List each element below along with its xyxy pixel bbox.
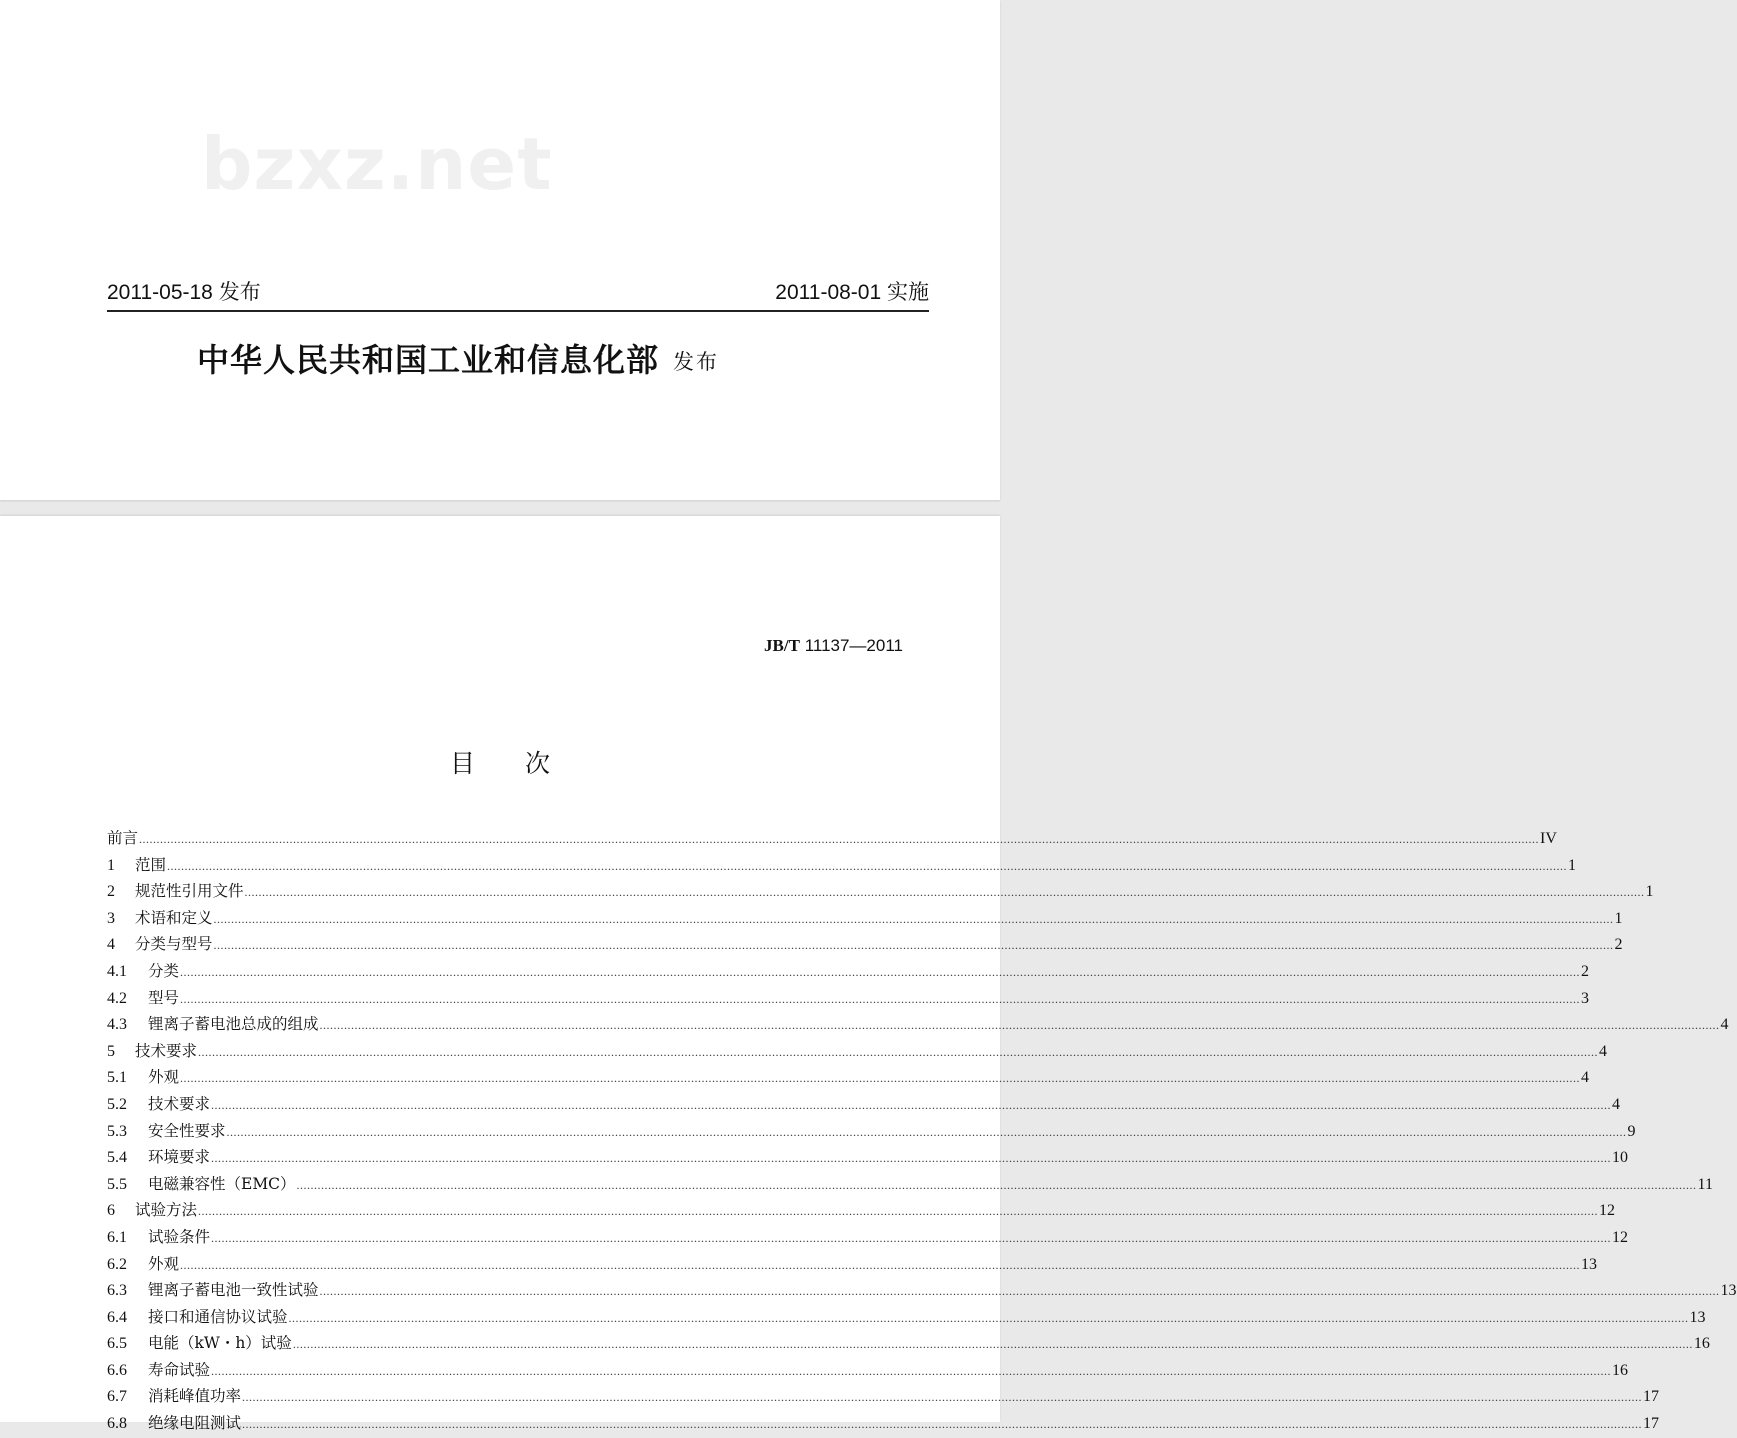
toc-leader-dots: ................................................................................................................................................................................................................................................................................................................................................................................................................ <box>198 1204 1599 1219</box>
toc-entry-title: 外观 <box>148 1068 180 1087</box>
toc-entry-page: 2 <box>1614 936 1623 954</box>
toc-entry[interactable] <box>107 1225 1629 1252</box>
toc-entry[interactable] <box>107 932 1623 959</box>
toc-entry-title: 术语和定义 <box>135 908 213 927</box>
toc-entry[interactable] <box>107 1278 1737 1305</box>
toc-entry-title: 前言 <box>107 829 139 847</box>
toc-entry-number: 5.5 <box>107 1175 127 1193</box>
toc-entry-number: 5.4 <box>107 1149 127 1167</box>
toc-entry[interactable] <box>107 879 1654 906</box>
toc-entry-page: IV <box>1540 830 1557 847</box>
toc-leader-dots: ................................................................................................................................................................................................................................................................................................................................................................................................................ <box>198 1044 1599 1059</box>
toc-entry-title: 电磁兼容性（EMC） <box>148 1174 296 1193</box>
toc-entry-title: 分类 <box>148 961 180 980</box>
toc-entry-title: 安全性要求 <box>148 1121 226 1140</box>
toc-entry-page: 13 <box>1581 1255 1598 1273</box>
toc-leader-dots: ................................................................................................................................................................................................................................................................................................................................................................................................................ <box>167 858 1568 873</box>
toc-entry-number: 6.1 <box>107 1228 127 1246</box>
toc-entry-number: 4 <box>107 936 115 954</box>
toc-entry[interactable] <box>107 1384 1660 1411</box>
toc-entry[interactable] <box>107 1331 1710 1358</box>
toc-entry-title: 绝缘电阻测试 <box>148 1414 242 1433</box>
toc-entry[interactable] <box>107 1145 1629 1172</box>
toc-entry-page: 1 <box>1568 856 1577 874</box>
toc-entry[interactable] <box>107 1092 1621 1119</box>
cover-page <box>0 0 1000 500</box>
toc-entry-title: 型号 <box>148 988 180 1007</box>
toc-entry[interactable] <box>107 906 1623 933</box>
toc-entry-page: 10 <box>1612 1149 1629 1167</box>
toc-entry-page: 3 <box>1581 989 1590 1007</box>
toc-entry[interactable] <box>107 853 1577 880</box>
toc-leader-dots: ................................................................................................................................................................................................................................................................................................................................................................................................................ <box>319 1284 1720 1299</box>
toc-leader-dots: ................................................................................................................................................................................................................................................................................................................................................................................................................ <box>139 832 1540 846</box>
toc-entry-number: 1 <box>107 856 115 874</box>
toc-entry-page: 4 <box>1612 1095 1621 1113</box>
toc-entry[interactable] <box>107 1039 1608 1066</box>
toc-entry-number: 5.3 <box>107 1122 127 1140</box>
toc-entry-page: 9 <box>1627 1122 1636 1140</box>
toc-entry-number: 6.7 <box>107 1388 127 1406</box>
toc-leader-dots: ................................................................................................................................................................................................................................................................................................................................................................................................................ <box>213 938 1614 953</box>
toc-entry-page: 17 <box>1643 1415 1660 1433</box>
watermark: bzxz.net <box>201 122 553 206</box>
toc-entry-page: 1 <box>1614 909 1623 927</box>
toc-entry[interactable] <box>107 1198 1616 1225</box>
table-of-contents <box>107 826 1737 1438</box>
toc-entry-page: 2 <box>1581 962 1590 980</box>
toc-entry-number: 4.1 <box>107 962 127 980</box>
toc-entry-title: 规范性引用文件 <box>135 882 244 901</box>
toc-entry[interactable] <box>107 1012 1729 1039</box>
toc-entry-title: 寿命试验 <box>148 1360 211 1379</box>
toc-leader-dots: ................................................................................................................................................................................................................................................................................................................................................................................................................ <box>180 1257 1581 1272</box>
toc-entry-title: 电能（kW・h）试验 <box>148 1334 292 1353</box>
toc-entry-title: 试验条件 <box>148 1227 211 1246</box>
issuer-line <box>197 340 719 386</box>
toc-entry-page: 13 <box>1689 1308 1706 1326</box>
toc-entry[interactable] <box>107 826 1557 853</box>
issuer-suffix: 发布 <box>673 350 720 374</box>
toc-entry-page: 4 <box>1720 1016 1729 1034</box>
toc-entry-number: 3 <box>107 909 115 927</box>
toc-entry-title: 锂离子蓄电池一致性试验 <box>148 1281 319 1300</box>
standard-code <box>764 636 903 656</box>
toc-entry-number: 6.8 <box>107 1415 127 1433</box>
date-row <box>107 276 929 312</box>
toc-leader-dots: ................................................................................................................................................................................................................................................................................................................................................................................................................ <box>211 1230 1612 1245</box>
toc-entry-title: 外观 <box>148 1254 180 1273</box>
toc-entry-page: 12 <box>1599 1202 1616 1220</box>
toc-entry-title: 范围 <box>135 855 167 874</box>
toc-entry-number: 5.2 <box>107 1095 127 1113</box>
toc-entry-title: 分类与型号 <box>135 935 213 954</box>
toc-leader-dots: ................................................................................................................................................................................................................................................................................................................................................................................................................ <box>296 1177 1697 1192</box>
toc-entry-number: 6.2 <box>107 1255 127 1273</box>
contents-page <box>0 516 1737 1433</box>
toc-entry-number: 2 <box>107 883 115 901</box>
toc-entry-title: 环境要求 <box>148 1148 211 1167</box>
toc-entry-page: 4 <box>1581 1069 1590 1087</box>
toc-entry-page: 11 <box>1697 1175 1713 1193</box>
toc-entry-title: 锂离子蓄电池总成的组成 <box>148 1015 319 1034</box>
toc-entry-number: 6.4 <box>107 1308 127 1326</box>
toc-leader-dots: ................................................................................................................................................................................................................................................................................................................................................................................................................ <box>226 1124 1627 1139</box>
toc-entry-page: 16 <box>1693 1335 1710 1353</box>
toc-entry-number: 5 <box>107 1042 115 1060</box>
standard-code-number: 11137—2011 <box>804 636 903 655</box>
toc-entry-number: 6 <box>107 1202 115 1220</box>
toc-entry-title: 消耗峰值功率 <box>148 1387 242 1406</box>
toc-leader-dots: ................................................................................................................................................................................................................................................................................................................................................................................................................ <box>211 1151 1612 1166</box>
toc-entry-number: 5.1 <box>107 1069 127 1087</box>
toc-entry-page: 12 <box>1612 1228 1629 1246</box>
toc-entry[interactable] <box>107 1065 1590 1092</box>
toc-leader-dots: ................................................................................................................................................................................................................................................................................................................................................................................................................ <box>242 1417 1643 1432</box>
toc-entry-number: 4.2 <box>107 989 127 1007</box>
toc-leader-dots: ................................................................................................................................................................................................................................................................................................................................................................................................................ <box>242 1390 1643 1405</box>
toc-leader-dots: ................................................................................................................................................................................................................................................................................................................................................................................................................ <box>211 1097 1612 1112</box>
toc-leader-dots: ................................................................................................................................................................................................................................................................................................................................................................................................................ <box>319 1018 1720 1033</box>
toc-entry[interactable] <box>107 1172 1713 1199</box>
toc-leader-dots: ................................................................................................................................................................................................................................................................................................................................................................................................................ <box>244 885 1645 900</box>
toc-leader-dots: ................................................................................................................................................................................................................................................................................................................................................................................................................ <box>213 911 1614 926</box>
toc-entry-number: 6.6 <box>107 1361 127 1379</box>
publish-date: 2011-05-18 发布 <box>107 281 261 304</box>
standard-code-prefix: JB/T <box>764 636 800 655</box>
toc-entry[interactable] <box>107 1252 1598 1279</box>
toc-entry-title: 技术要求 <box>148 1094 211 1113</box>
toc-entry[interactable] <box>107 1119 1636 1146</box>
toc-entry-title: 试验方法 <box>135 1201 198 1220</box>
toc-entry-title: 技术要求 <box>135 1041 198 1060</box>
toc-leader-dots: ................................................................................................................................................................................................................................................................................................................................................................................................................ <box>180 964 1581 979</box>
toc-entry[interactable] <box>107 1358 1629 1385</box>
toc-heading: 目次 <box>449 749 600 778</box>
toc-entry[interactable] <box>107 986 1590 1013</box>
toc-entry-number: 4.3 <box>107 1016 127 1034</box>
toc-entry-page: 17 <box>1643 1388 1660 1406</box>
effective-date: 2011-08-01 实施 <box>775 281 929 304</box>
toc-entry-number: 6.3 <box>107 1282 127 1300</box>
toc-entry-page: 13 <box>1720 1282 1737 1300</box>
toc-leader-dots: ................................................................................................................................................................................................................................................................................................................................................................................................................ <box>292 1337 1693 1352</box>
toc-leader-dots: ................................................................................................................................................................................................................................................................................................................................................................................................................ <box>211 1363 1612 1378</box>
toc-entry-page: 16 <box>1612 1361 1629 1379</box>
toc-entry[interactable] <box>107 959 1590 986</box>
toc-leader-dots: ................................................................................................................................................................................................................................................................................................................................................................................................................ <box>180 991 1581 1006</box>
toc-entry-title: 接口和通信协议试验 <box>148 1307 288 1326</box>
issuer-name: 中华人民共和国工业和信息化部 <box>197 341 660 379</box>
toc-entry-page: 4 <box>1599 1042 1608 1060</box>
toc-entry[interactable] <box>107 1305 1706 1332</box>
toc-entry[interactable] <box>107 1411 1660 1438</box>
toc-leader-dots: ................................................................................................................................................................................................................................................................................................................................................................................................................ <box>180 1071 1581 1086</box>
toc-entry-number: 6.5 <box>107 1335 127 1353</box>
toc-entry-page: 1 <box>1645 883 1654 901</box>
toc-leader-dots: ................................................................................................................................................................................................................................................................................................................................................................................................................ <box>288 1310 1689 1325</box>
